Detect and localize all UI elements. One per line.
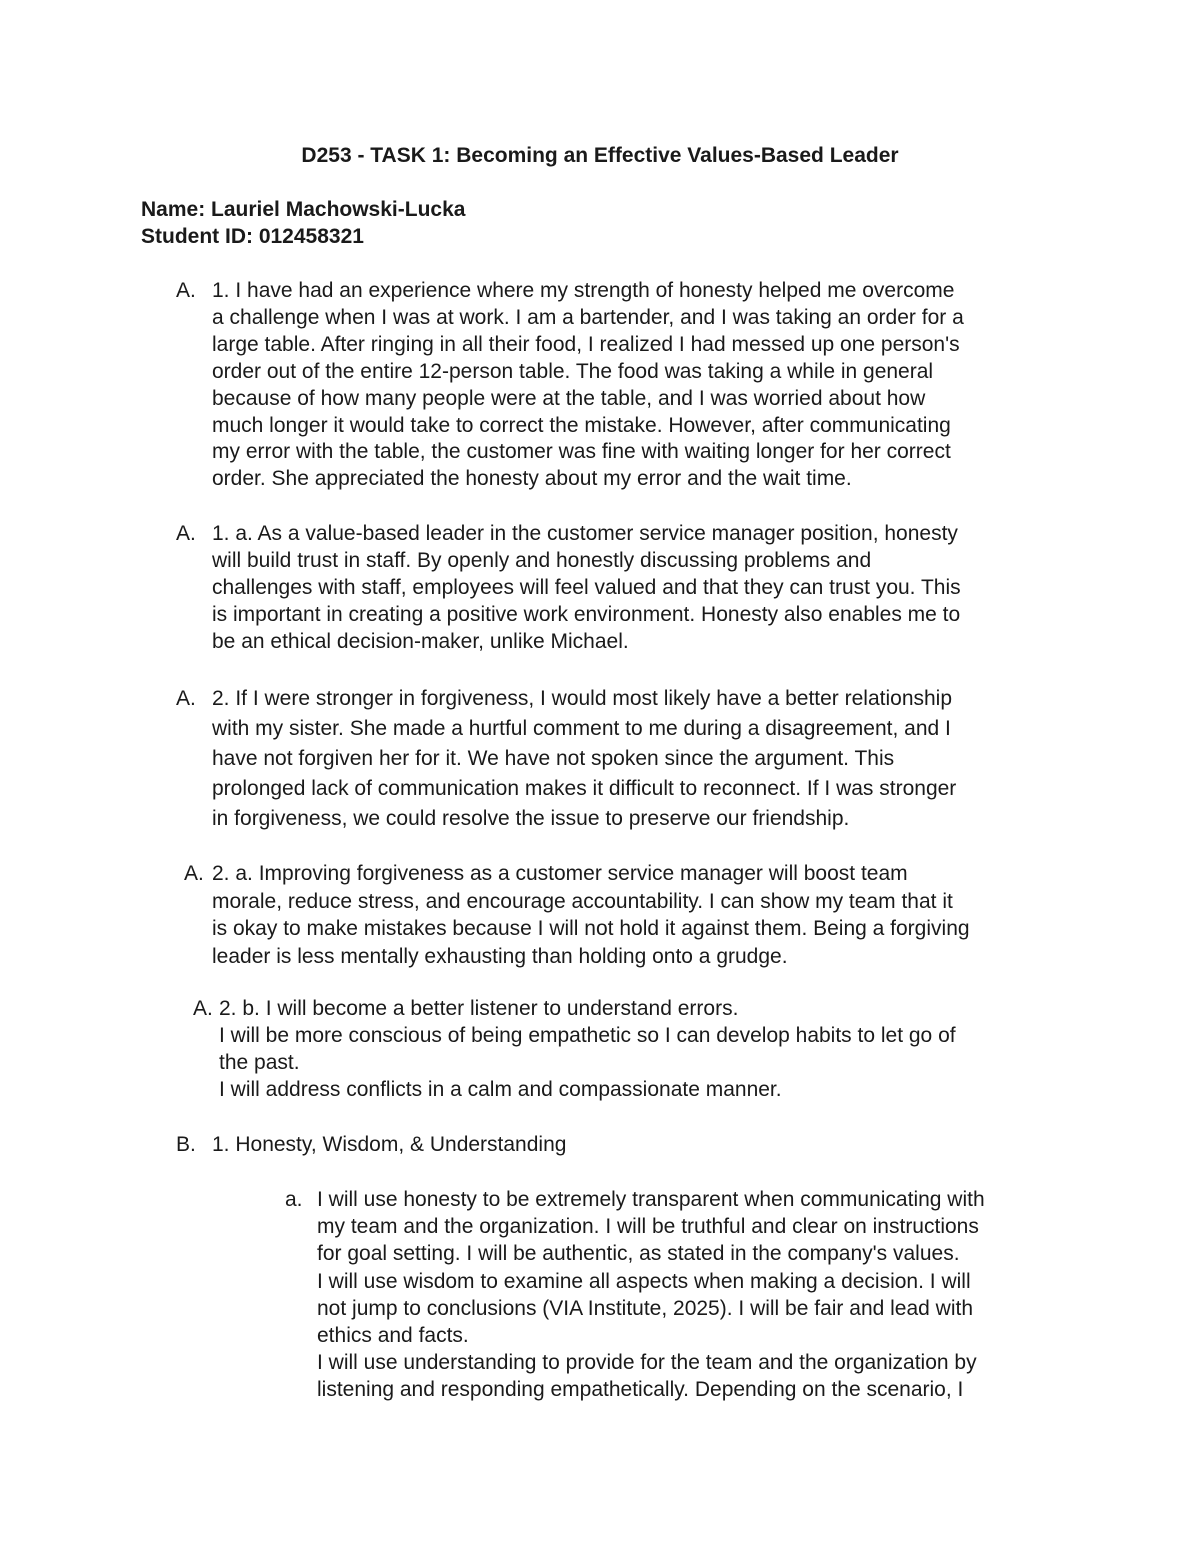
section-body [317, 1186, 985, 1404]
section-heading: 1. Honesty, Wisdom, & Understanding [212, 1133, 567, 1156]
section-body [212, 520, 961, 655]
paragraph-line: for goal setting. I will be authentic, as stated in the company's values. [317, 1242, 960, 1266]
paragraph-line: large table. After ringing in all their food, I realized I had messed up one person's [212, 332, 960, 356]
paragraph-line: order out of the entire 12-person table. The food was taking a while in general [212, 359, 934, 383]
paragraph-line: challenges with staff, employees will feel valued and that they can trust you. This [212, 576, 961, 599]
paragraph-line: not jump to conclusions (VIA Institute, 2025). I will be fair and lead with [317, 1296, 974, 1320]
paragraph-line: is important in creating a positive work environment. Honesty also enables me to [212, 603, 961, 626]
section-body [212, 684, 956, 834]
paragraph-line: with my sister. She made a hurtful comment to me during a disagreement, and I [212, 717, 951, 740]
paragraph-line: my team and the organization. I will be truthful and clear on instructions [317, 1215, 979, 1239]
paragraph-line: 2. If I were stronger in forgiveness, I would most likely have a better relationship [212, 687, 953, 710]
section-label: A. [184, 862, 204, 885]
paragraph-line: I will be more conscious of being empathetic so I can develop habits to let go of [219, 1024, 956, 1047]
paragraph-line: prolonged lack of communication makes it difficult to reconnect. If I was stronger [212, 777, 957, 800]
paragraph-line: because of how many people were at the table, and I was worried about how [212, 386, 926, 410]
section-body [212, 860, 970, 970]
paragraph-line: in forgiveness, we could resolve the issue to preserve our friendship. [212, 807, 850, 830]
paragraph-line: 1. a. As a value-based leader in the customer service manager position, honesty [212, 522, 958, 545]
paragraph-line: I will address conflicts in a calm and compassionate manner. [219, 1078, 782, 1101]
paragraph-line: is okay to make mistakes because I will not hold it against them. Being a forgiving [212, 917, 970, 940]
document-title: D253 - TASK 1: Becoming an Effective Values-Based Leader [301, 144, 899, 167]
paragraph-line: much longer it would take to correct the mistake. However, after communicating [212, 413, 951, 437]
paragraph-line: have not forgiven her for it. We have not spoken since the argument. This [212, 747, 895, 770]
paragraph-line: morale, reduce stress, and encourage accountability. I can show my team that it [212, 889, 953, 913]
section-body [212, 1131, 566, 1159]
paragraph-line: 1. I have had an experience where my strength of honesty helped me overcome [212, 279, 955, 302]
paragraph-line: 2. b. I will become a better listener to understand errors. [219, 997, 739, 1020]
paragraph-line: I will use wisdom to examine all aspects when making a decision. I will [317, 1269, 971, 1293]
student-id-line: Student ID: 012458321 [141, 225, 364, 248]
paragraph-line: a challenge when I was at work. I am a bartender, and I was taking an order for a [212, 305, 964, 329]
section-label: A. [176, 279, 196, 302]
paragraph-line: ethics and facts. [317, 1324, 469, 1348]
paragraph-line: my error with the table, the customer was fine with waiting longer for her correct [212, 440, 951, 464]
paragraph-line: order. She appreciated the honesty about my error and the wait time. [212, 467, 852, 491]
section-label: a. [285, 1188, 303, 1211]
paragraph-line: the past. [219, 1051, 300, 1074]
section-label: A. [176, 687, 196, 710]
paragraph-line: I will use understanding to provide for the team and the organization by [317, 1351, 977, 1375]
section-label: B. [176, 1133, 196, 1156]
section-body [219, 995, 956, 1103]
paragraph-line: be an ethical decision-maker, unlike Michael. [212, 630, 629, 653]
paragraph-line: leader is less mentally exhausting than holding onto a grudge. [212, 944, 788, 968]
student-name-line: Name: Lauriel Machowski-Lucka [141, 198, 466, 221]
section-body [212, 278, 964, 493]
section-label: A. [193, 997, 213, 1020]
paragraph-line: listening and responding empathetically. Depending on the scenario, I [317, 1378, 964, 1402]
section-label: A. [176, 522, 196, 545]
paragraph-line: I will use honesty to be extremely transparent when communicating with [317, 1188, 985, 1211]
paragraph-line: 2. a. Improving forgiveness as a customer service manager will boost team [212, 862, 908, 885]
paragraph-line: will build trust in staff. By openly and honestly discussing problems and [212, 549, 872, 572]
